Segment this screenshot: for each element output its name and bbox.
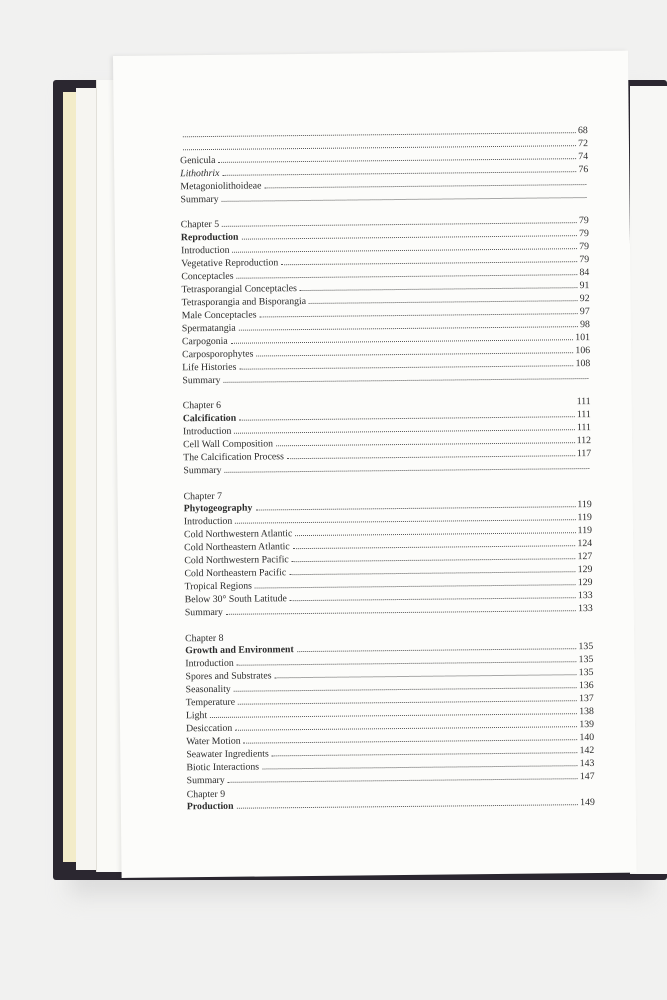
toc-row: Summary 147 [186, 770, 595, 787]
toc-row: Introduction 119 [183, 512, 592, 528]
page-number: 72 [578, 138, 589, 150]
toc-row: Cold Northwestern Pacific 127 [184, 551, 593, 567]
table-of-contents [180, 125, 595, 814]
leader-dots [218, 158, 576, 163]
toc-row: Summary [183, 461, 591, 478]
chapter-heading: Production 149 [186, 796, 595, 813]
toc-row: Cold Northeastern Pacific 129 [184, 564, 593, 580]
toc-row: Carposporophytes 106 [182, 345, 591, 361]
page-number: 79 [579, 228, 589, 240]
toc-row: Introduction 135 [185, 654, 594, 670]
chapter-heading: Phytogeography 119 [183, 499, 592, 515]
toc-row: Below 30° South Latitude 133 [184, 590, 593, 606]
toc-row: Conceptacles 84 [181, 267, 590, 283]
leader-dots [183, 145, 576, 150]
chapter-heading: Calcification 111 [182, 409, 591, 425]
toc-row: Cold Northwestern Atlantic 119 [183, 525, 593, 541]
toc-row: Cold Northeastern Atlantic 124 [184, 538, 593, 554]
toc-row: Temperature 137 [185, 693, 594, 709]
chapter-label: Chapter 8 [185, 632, 224, 645]
toc-entry-title: Summary [180, 193, 219, 206]
toc-entry-title: Lithothrix [180, 167, 220, 180]
toc-row: Summary [182, 371, 590, 388]
toc-row: Summary 133 [184, 603, 593, 619]
toc-row: Male Conceptacles 97 [181, 306, 590, 322]
back-page-edge [630, 86, 667, 874]
toc-page [113, 51, 637, 878]
leader-dots [241, 235, 577, 240]
page-number: 79 [578, 215, 589, 227]
chapter-label: Chapter 7 [183, 490, 223, 503]
toc-row: Spores and Substrates 135 [185, 667, 594, 683]
toc-row: Tetrasporangial Conceptacles 91 [181, 280, 590, 296]
toc-row: Introduction 111 [182, 422, 591, 438]
toc-row: Introduction 79 [180, 241, 590, 257]
page-number: 68 [577, 125, 588, 137]
toc-entry-title: Genicula [180, 154, 216, 167]
toc-row: Seasonality 136 [185, 680, 594, 696]
chapter-label: Chapter 5 79 [180, 215, 589, 231]
toc-row: The Calcification Process 117 [183, 448, 592, 464]
toc-entry-title: Metagoniolithoideae [180, 180, 262, 193]
page-number: 74 [578, 151, 589, 163]
chapter-heading: Growth and Environment 135 [185, 641, 594, 657]
toc-row: Light 138 [185, 706, 594, 722]
chapter-label: Chapter 6 111 [182, 396, 591, 412]
leader-dots [183, 132, 576, 137]
toc-row: Tropical Regions 129 [184, 577, 593, 593]
toc-row: Desiccation 139 [185, 718, 595, 735]
toc-row: Biotic Interactions 143 [186, 757, 595, 774]
toc-row: Tetrasporangia and Bisporangia 92 [181, 293, 590, 309]
toc-row: Water Motion 140 [186, 731, 595, 748]
toc-row: Vegetative Reproduction 79 [181, 254, 590, 270]
leader-dots [222, 171, 576, 176]
chapter-heading: Reproduction 79 [180, 228, 589, 244]
leader-dots [222, 197, 587, 202]
leader-dots [222, 222, 577, 227]
page-number: 76 [578, 164, 589, 176]
chapter-label: Chapter 9 [186, 788, 226, 801]
leader-dots [264, 184, 586, 188]
toc-row: Seawater Ingredients 142 [186, 744, 595, 761]
toc-row: Cell Wall Composition 112 [183, 435, 592, 451]
toc-row: Carpogonia 101 [181, 332, 591, 348]
toc-row: Life Histories 108 [182, 358, 591, 374]
toc-row: Spermatangia 98 [181, 319, 590, 335]
